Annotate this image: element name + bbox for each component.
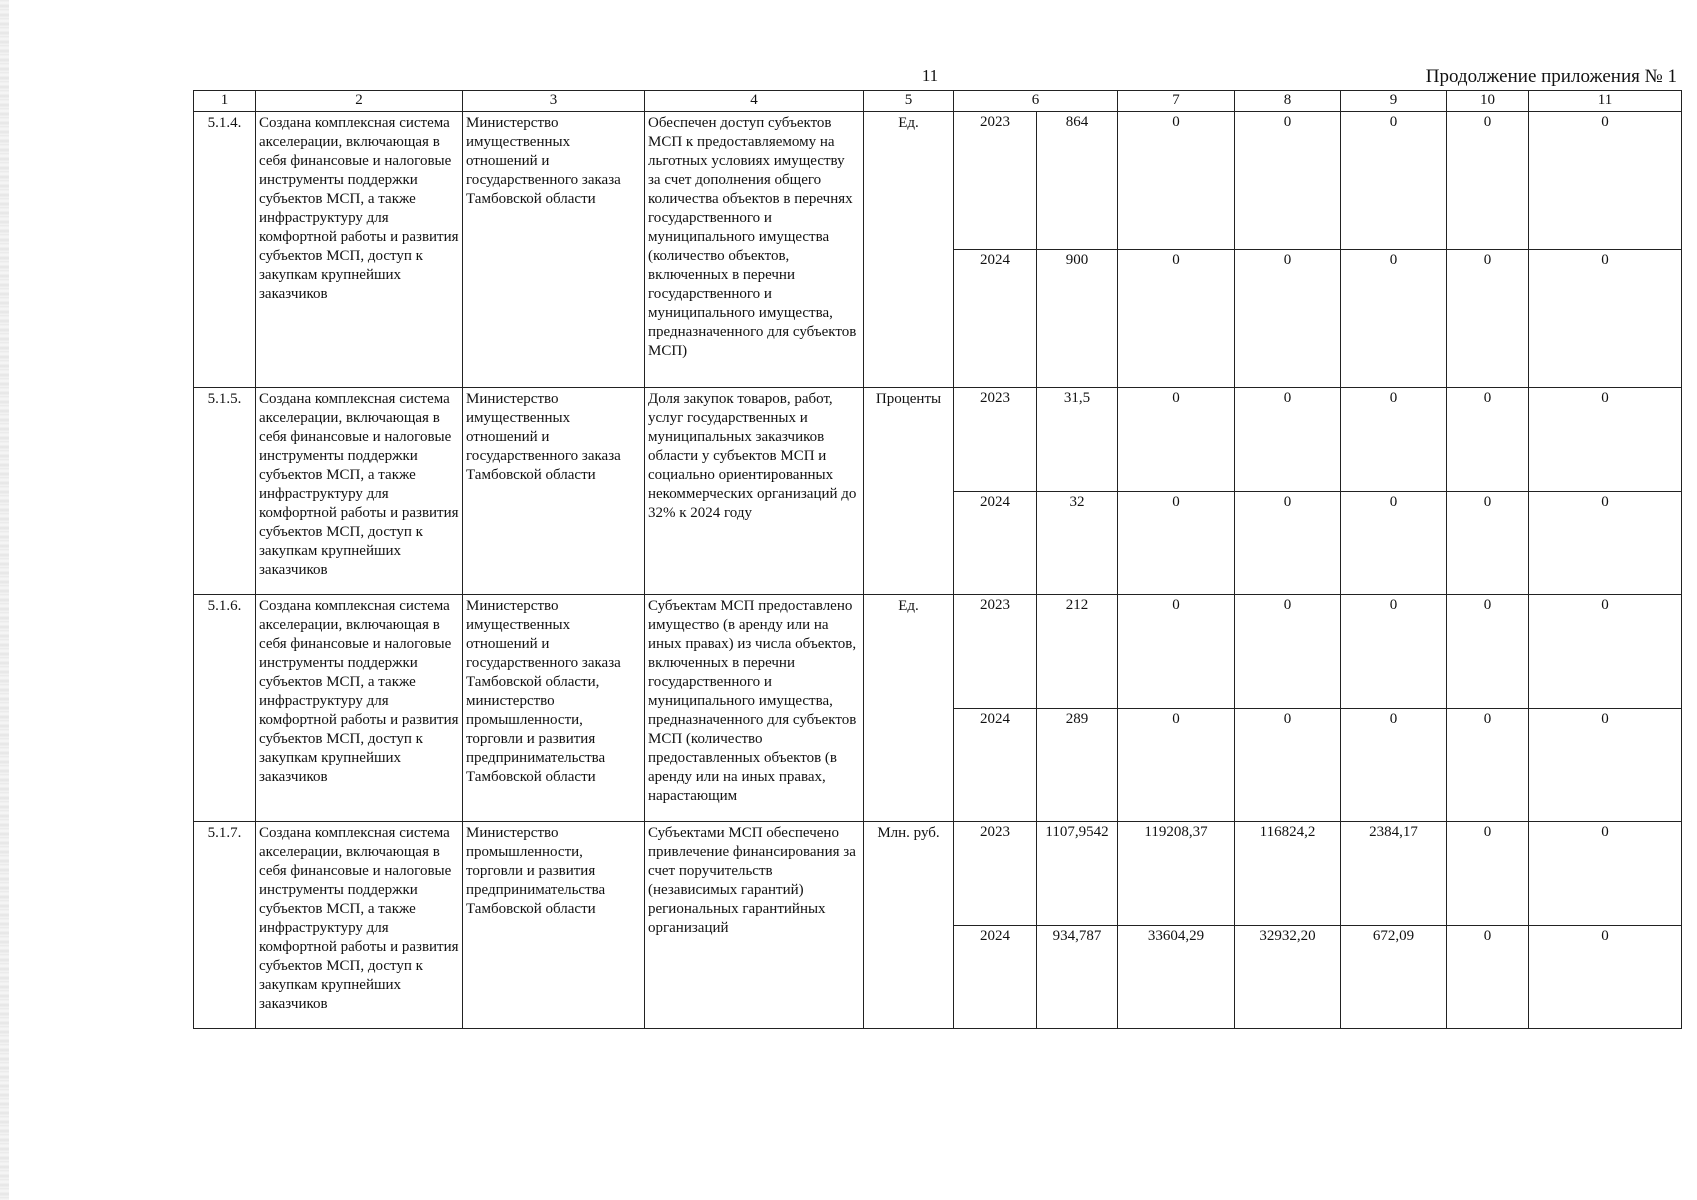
unit-cell: Ед. [864,595,954,822]
year-cell: 2024 [954,708,1037,822]
table-row [194,388,1682,492]
col9-cell: 0 [1341,250,1447,388]
header-cell: 5 [864,91,954,112]
col10-cell: 0 [1447,925,1529,1029]
header-cell: 7 [1118,91,1235,112]
row-number: 5.1.5. [194,388,256,595]
header-row [194,91,1682,112]
col7-cell: 0 [1118,112,1235,250]
row-number: 5.1.7. [194,822,256,1029]
col7-cell: 0 [1118,595,1235,709]
col8-cell: 116824,2 [1235,822,1341,926]
row-number: 5.1.6. [194,595,256,822]
header-cell: 3 [463,91,645,112]
value-cell: 289 [1037,708,1118,822]
col7-cell: 0 [1118,491,1235,595]
result-cell [256,822,463,1029]
value-cell: 32 [1037,491,1118,595]
year-cell: 2023 [954,112,1037,250]
row-number: 5.1.4. [194,112,256,388]
col8-cell: 0 [1235,250,1341,388]
unit-cell: Млн. руб. [864,822,954,1029]
col7-cell: 0 [1118,250,1235,388]
col11-cell: 0 [1529,491,1682,595]
indicator-cell: Доля закупок товаров, работ, услуг государственных и муниципальных заказчиков области у субъектов МСП и социально ориентированных некоммерческих организаций до 32% к 2024 году [645,388,864,595]
col11-cell: 0 [1529,250,1682,388]
table-row [194,595,1682,709]
header-cell: 2 [256,91,463,112]
col9-cell: 2384,17 [1341,822,1447,926]
col11-cell: 0 [1529,112,1682,250]
col10-cell: 0 [1447,388,1529,492]
col7-cell: 0 [1118,708,1235,822]
col11-cell: 0 [1529,388,1682,492]
col8-cell: 0 [1235,491,1341,595]
year-cell: 2024 [954,925,1037,1029]
result-cell-text: Создана комплексная система акселерации, включающая в себя финансовые и налоговые инструменты поддержки субъектов МСП, а также инфраструктуру для комфортной работы и развития субъектов МСП, доступ к закупкам крупнейших заказчиков [259,391,459,578]
responsible-cell: Министерство промышленности, торговли и развития предпринимательства Тамбовской области [463,822,645,1029]
col9-cell: 0 [1341,595,1447,709]
appendix-table [193,90,1682,1029]
col9-cell: 672,09 [1341,925,1447,1029]
col8-cell: 0 [1235,708,1341,822]
result-cell-text: Создана комплексная система акселерации, включающая в себя финансовые и налоговые инструменты поддержки субъектов МСП, а также инфраструктуру для комфортной работы и развития субъектов МСП, доступ к закупкам крупнейших заказчиков [259,825,459,1012]
col7-cell: 33604,29 [1118,925,1235,1029]
col11-cell: 0 [1529,822,1682,926]
responsible-cell: Министерство имущественных отношений и государственного заказа Тамбовской области [463,388,645,595]
table-row [194,822,1682,926]
result-cell [256,388,463,595]
responsible-cell: Министерство имущественных отношений и государственного заказа Тамбовской области [463,112,645,388]
value-cell: 1107,9542 [1037,822,1118,926]
col10-cell: 0 [1447,708,1529,822]
value-cell: 934,787 [1037,925,1118,1029]
unit-cell: Проценты [864,388,954,595]
continuation-label: Продолжение приложения № 1 [1425,66,1677,87]
indicator-cell [645,595,864,822]
col9-cell: 0 [1341,708,1447,822]
col8-cell: 0 [1235,595,1341,709]
col8-cell: 0 [1235,388,1341,492]
indicator-cell-text: Субъектам МСП предоставлено имущество (в аренду или на иных правах) из числа объектов, включенных в перечни государственного и муниципального имущества, предназначенного для субъектов МСП (количество предоставленных объектов (в аренду или на иных правах, нарастающим [648,598,857,804]
scan-edge-artifact [0,0,9,1200]
result-cell: Создана комплексная система акселерации, включающая в себя финансовые и налоговые инструменты поддержки субъектов МСП, а также инфраструктуру для комфортной работы и развития субъектов МСП, доступ к закупкам крупнейших заказчиков [256,112,463,388]
year-cell: 2023 [954,822,1037,926]
col10-cell: 0 [1447,822,1529,926]
value-cell: 212 [1037,595,1118,709]
year-cell: 2023 [954,388,1037,492]
col10-cell: 0 [1447,491,1529,595]
year-cell: 2024 [954,250,1037,388]
col9-cell: 0 [1341,388,1447,492]
col7-cell: 119208,37 [1118,822,1235,926]
col10-cell: 0 [1447,250,1529,388]
col8-cell: 0 [1235,112,1341,250]
result-cell: Создана комплексная система акселерации, включающая в себя финансовые и налоговые инструменты поддержки субъектов МСП, а также инфраструктуру для комфортной работы и развития субъектов МСП, доступ к закупкам крупнейших заказчиков [256,595,463,822]
year-cell: 2023 [954,595,1037,709]
header-cell: 4 [645,91,864,112]
header-cell: 10 [1447,91,1529,112]
header-cell: 6 [954,91,1118,112]
col9-cell: 0 [1341,112,1447,250]
page-number: 11 [921,66,939,85]
col10-cell: 0 [1447,595,1529,709]
col11-cell: 0 [1529,925,1682,1029]
header-cell: 1 [194,91,256,112]
responsible-cell: Министерство имущественных отношений и государственного заказа Тамбовской области, министерство промышленности, торговли и развития предпринимательства Тамбовской области [463,595,645,822]
unit-cell: Ед. [864,112,954,388]
indicator-cell: Субъектами МСП обеспечено привлечение финансирования за счет поручительств (независимых гарантий) региональных гарантийных организаций [645,822,864,1029]
year-cell: 2024 [954,491,1037,595]
header-cell: 8 [1235,91,1341,112]
col11-cell: 0 [1529,595,1682,709]
table-row [194,112,1682,250]
col7-cell: 0 [1118,388,1235,492]
header-cell: 9 [1341,91,1447,112]
value-cell: 31,5 [1037,388,1118,492]
col8-cell: 32932,20 [1235,925,1341,1029]
col10-cell: 0 [1447,112,1529,250]
col11-cell: 0 [1529,708,1682,822]
col9-cell: 0 [1341,491,1447,595]
indicator-cell: Обеспечен доступ субъектов МСП к предоставляемому на льготных условиях имуществу за счет дополнения общего количества объектов в перечнях государственного и муниципального имущества (количество объектов, включенных в перечни государственного и муниципального имущества, предназначенного для субъектов МСП) [645,112,864,388]
value-cell: 900 [1037,250,1118,388]
value-cell: 864 [1037,112,1118,250]
header-cell: 11 [1529,91,1682,112]
